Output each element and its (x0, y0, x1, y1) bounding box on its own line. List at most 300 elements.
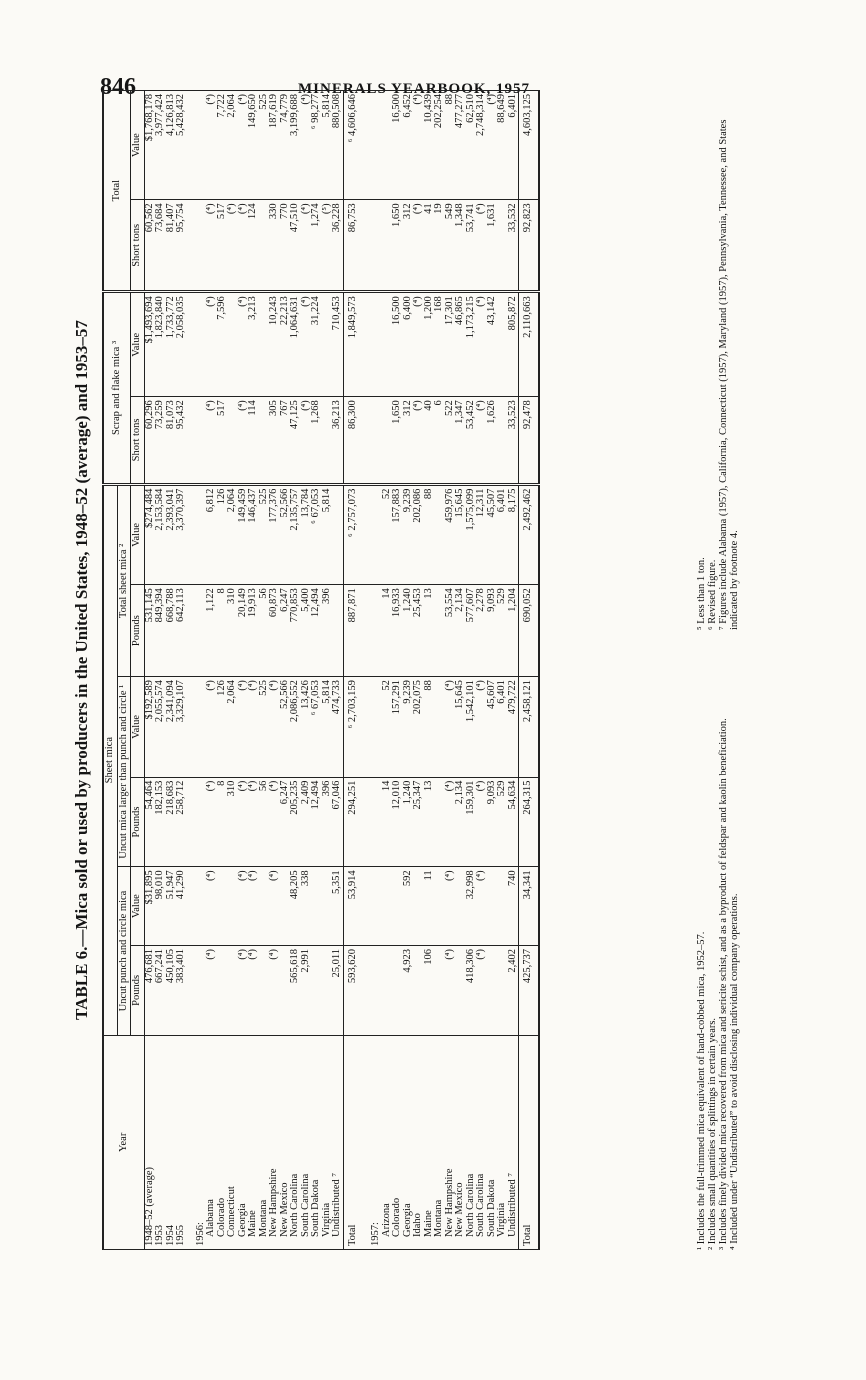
cell: 310 (227, 585, 238, 677)
cell: 86,300 (343, 397, 362, 484)
cell: 577,607 (466, 585, 477, 677)
row-label: South Carolina (476, 1035, 487, 1249)
table-row (322, 91, 333, 1250)
cell (371, 677, 382, 778)
cell: 2,458,121 (519, 677, 539, 778)
row-label: 1955 (176, 1035, 187, 1249)
col-uncut-punch: Uncut punch and circle mica (117, 867, 131, 1035)
cell: 1,274 (311, 200, 322, 292)
cell: 477,277 (455, 91, 466, 200)
spacer-cell (362, 91, 371, 200)
cell: 1,348 (455, 200, 466, 292)
cell: (⁴) (476, 397, 487, 484)
cell (497, 292, 508, 397)
cell: (⁴) (476, 292, 487, 397)
cell (196, 677, 207, 778)
cell (332, 585, 343, 677)
cell: 1,650 (392, 397, 403, 484)
cell: 305 (269, 397, 280, 484)
row-label: Undistributed ⁷ (332, 1035, 343, 1249)
table-row (166, 91, 177, 1250)
cell: 47,510 (290, 200, 301, 292)
table-row (466, 91, 477, 1250)
cell: 202,075 (413, 677, 424, 778)
cell: (⁴) (206, 292, 217, 397)
cell (227, 946, 238, 1036)
table-row (424, 91, 435, 1250)
cell: 8 (217, 777, 228, 867)
cell: 2,409 (301, 777, 312, 867)
cell: 6,401 (497, 484, 508, 585)
cell: (⁴) (476, 777, 487, 867)
cell: 149,650 (248, 91, 259, 200)
row-label: Idaho (413, 1035, 424, 1249)
cell: 525 (259, 677, 270, 778)
row-label: Total (343, 1035, 362, 1249)
cell (434, 777, 445, 867)
cell: 95,754 (176, 200, 187, 292)
cell: 41,290 (176, 867, 187, 946)
cell: 6,812 (206, 484, 217, 585)
row-label: New Mexico (280, 1035, 291, 1249)
cell: (⁴) (248, 777, 259, 867)
cell: 56 (259, 777, 270, 867)
footnote: ² Includes small quantities of splittings in certain years. (707, 1017, 718, 1250)
cell (332, 484, 343, 585)
table-body (144, 91, 539, 1250)
cell: (⁴) (248, 867, 259, 946)
cell: (⁴) (269, 867, 280, 946)
cell: (⁴) (238, 946, 249, 1036)
cell: 3,977,424 (155, 91, 166, 200)
cell: 2,748,314 (476, 91, 487, 200)
footnote: ³ Includes finely divided mica recovered from mica and sericite schist, and as a byproduct of feldspar and kaolin beneficiation. (718, 718, 729, 1250)
cell: ⁶ 67,053 (311, 677, 322, 778)
col-scrap-flake: Scrap and flake mica ³ (103, 292, 131, 484)
table-row (382, 91, 393, 1250)
cell: 54,634 (508, 777, 519, 867)
sub-value: Value (131, 677, 145, 778)
cell: 6,400 (403, 292, 414, 397)
sub-value: Value (131, 484, 145, 585)
cell: (⁴) (413, 397, 424, 484)
cell: 1,268 (311, 397, 322, 484)
cell: 2,055,574 (155, 677, 166, 778)
cell: ⁶ 67,053 (311, 484, 322, 585)
cell: $1,493,694 (144, 292, 155, 397)
spacer-cell (187, 677, 196, 778)
row-label: Total (519, 1035, 539, 1249)
cell: 73,259 (155, 397, 166, 484)
row-label: Virginia (322, 1035, 333, 1249)
cell: 517 (217, 397, 228, 484)
cell: ⁶ 4,606,646 (343, 91, 362, 200)
cell (434, 867, 445, 946)
cell: 2,402 (508, 946, 519, 1036)
sub-value: Value (131, 91, 145, 200)
cell: 98,010 (155, 867, 166, 946)
cell: 1,542,101 (466, 677, 477, 778)
table-title: TABLE 6.—Mica sold or used by producers in the United States, 1948–52 (average) and 1953–57 (72, 320, 91, 1020)
cell: 4,126,813 (166, 91, 177, 200)
cell: 6,247 (280, 777, 291, 867)
cell: 593,620 (343, 946, 362, 1036)
cell: 182,153 (155, 777, 166, 867)
row-label: Maine (248, 1035, 259, 1249)
cell: 36,213 (332, 397, 343, 484)
cell (196, 91, 207, 200)
cell: 338 (301, 867, 312, 946)
cell (371, 397, 382, 484)
cell: 2,064 (227, 91, 238, 200)
col-sheet-mica: Sheet mica (103, 484, 117, 1035)
cell (371, 292, 382, 397)
cell: 887,871 (343, 585, 362, 677)
cell: 565,618 (290, 946, 301, 1036)
spacer-cell (362, 585, 371, 677)
cell: (⁴) (206, 91, 217, 200)
cell: 126 (217, 484, 228, 585)
cell: 1,823,840 (155, 292, 166, 397)
cell: 1,575,099 (466, 484, 477, 585)
cell: 1,240 (403, 585, 414, 677)
cell: 48,205 (290, 867, 301, 946)
footnotes-right (696, 90, 740, 630)
cell: 312 (403, 397, 414, 484)
cell: (⁴) (227, 200, 238, 292)
cell: (⁴) (238, 91, 249, 200)
table-spacer-row (362, 91, 371, 1250)
cell: 25,453 (413, 585, 424, 677)
cell (455, 946, 466, 1036)
cell: 22,213 (280, 292, 291, 397)
cell: 2,086,552 (290, 677, 301, 778)
cell: 19,913 (248, 585, 259, 677)
table-row (280, 91, 291, 1250)
cell: (⁴) (413, 200, 424, 292)
row-label: New Hampshire (269, 1035, 280, 1249)
cell: 525 (259, 91, 270, 200)
cell: 12,494 (311, 777, 322, 867)
cell: 1,173,215 (466, 292, 477, 397)
sub-short-tons: Short tons (131, 397, 145, 484)
cell: 114 (248, 397, 259, 484)
cell: 3,199,688 (290, 91, 301, 200)
cell: 149,459 (238, 484, 249, 585)
cell: 33,532 (508, 200, 519, 292)
cell: (⁴) (269, 777, 280, 867)
cell: 2,058,035 (176, 292, 187, 397)
table-row (301, 91, 312, 1250)
cell (371, 777, 382, 867)
cell: (⁴) (476, 946, 487, 1036)
cell: 88,649 (497, 91, 508, 200)
cell: (⁴) (248, 677, 259, 778)
cell: 880,508 (332, 91, 343, 200)
cell: 2,991 (301, 946, 312, 1036)
sub-pounds: Pounds (131, 946, 145, 1036)
footnotes-left (696, 660, 740, 1250)
cell: 157,883 (392, 484, 403, 585)
cell: 46,865 (455, 292, 466, 397)
cell: 740 (508, 867, 519, 946)
col-total-sheet: Total sheet mica ² (117, 484, 131, 676)
cell: 52,566 (280, 484, 291, 585)
cell: (⁴) (269, 946, 280, 1036)
cell: 54,464 (144, 777, 155, 867)
cell: 12,010 (392, 777, 403, 867)
cell: 2,492,462 (519, 484, 539, 585)
running-head: MINERALS YEARBOOK, 1957 (298, 81, 531, 97)
cell (227, 397, 238, 484)
cell: 53,554 (445, 585, 456, 677)
cell: (⁴) (445, 867, 456, 946)
table-row (434, 91, 445, 1250)
cell: 53,452 (466, 397, 477, 484)
cell (311, 946, 322, 1036)
cell: (⁴) (413, 91, 424, 200)
cell: 770 (280, 200, 291, 292)
cell: 592 (403, 867, 414, 946)
cell: 13,426 (301, 677, 312, 778)
cell: 14 (382, 777, 393, 867)
cell (392, 867, 403, 946)
cell: 264,315 (519, 777, 539, 867)
cell (497, 867, 508, 946)
cell (497, 200, 508, 292)
cell: 1,122 (206, 585, 217, 677)
row-label: 1957: (371, 1035, 382, 1249)
cell: 2,153,584 (155, 484, 166, 585)
table-row (476, 91, 487, 1250)
cell: $31,895 (144, 867, 155, 946)
table-row (206, 91, 217, 1250)
cell: ⁶ 2,757,073 (343, 484, 362, 585)
cell (434, 677, 445, 778)
spacer-cell (362, 200, 371, 292)
cell: 476,681 (144, 946, 155, 1036)
table-row (311, 91, 322, 1250)
cell: 106 (424, 946, 435, 1036)
row-label: 1948–52 (average) (144, 1035, 155, 1249)
cell: 41 (424, 200, 435, 292)
table-row (497, 91, 508, 1250)
table-row (196, 91, 207, 1250)
cell: 459,976 (445, 484, 456, 585)
cell: 474,733 (332, 677, 343, 778)
cell: 2,110,663 (519, 292, 539, 397)
cell (371, 484, 382, 585)
cell: 31,224 (311, 292, 322, 397)
cell: 418,306 (466, 946, 477, 1036)
table-total-row (519, 91, 539, 1250)
cell (455, 867, 466, 946)
spacer-cell (187, 292, 196, 397)
cell: (⁴) (206, 867, 217, 946)
cell: 3,329,107 (176, 677, 187, 778)
cell: 13,784 (301, 484, 312, 585)
cell: 6,401 (497, 677, 508, 778)
table-row (238, 91, 249, 1250)
cell: 20,149 (238, 585, 249, 677)
cell: 88 (424, 484, 435, 585)
cell: (⁵) (322, 200, 333, 292)
spacer-cell (362, 292, 371, 397)
cell (434, 946, 445, 1036)
sub-short-tons: Short tons (131, 200, 145, 292)
cell: 310 (227, 777, 238, 867)
cell: 529 (497, 585, 508, 677)
cell: 6,401 (508, 91, 519, 200)
cell: (⁴) (476, 867, 487, 946)
cell: 13 (424, 777, 435, 867)
cell: 92,478 (519, 397, 539, 484)
row-label: Georgia (403, 1035, 414, 1249)
cell: 13 (424, 585, 435, 677)
cell: 1,064,631 (290, 292, 301, 397)
cell: 45,607 (487, 677, 498, 778)
cell: 60,562 (144, 200, 155, 292)
sub-pounds: Pounds (131, 585, 145, 677)
cell: 1,200 (424, 292, 435, 397)
cell: 33,523 (508, 397, 519, 484)
cell: 2,341,094 (166, 677, 177, 778)
cell: 67,046 (332, 777, 343, 867)
spacer-cell (187, 585, 196, 677)
cell: 15,645 (455, 677, 466, 778)
table-row (403, 91, 414, 1250)
row-label: North Carolina (290, 1035, 301, 1249)
cell: 6 (434, 397, 445, 484)
cell: 74,779 (280, 91, 291, 200)
cell: 1,849,573 (343, 292, 362, 397)
sub-value: Value (131, 867, 145, 946)
cell: 218,683 (166, 777, 177, 867)
table-row (269, 91, 280, 1250)
cell: 668,788 (166, 585, 177, 677)
cell: 6,247 (280, 585, 291, 677)
cell: 258,712 (176, 777, 187, 867)
cell (497, 397, 508, 484)
table-row (332, 91, 343, 1250)
cell: 2,278 (476, 585, 487, 677)
page-number: 846 (100, 74, 136, 100)
table-row (445, 91, 456, 1250)
cell (413, 946, 424, 1036)
table-row (259, 91, 270, 1250)
cell: 9,239 (403, 677, 414, 778)
cell: (⁴) (445, 677, 456, 778)
cell (371, 91, 382, 200)
spacer-cell (187, 946, 196, 1036)
cell: 805,872 (508, 292, 519, 397)
spacer-cell (187, 484, 196, 585)
cell: (⁴) (238, 292, 249, 397)
cell: 1,626 (487, 397, 498, 484)
cell: 10,243 (269, 292, 280, 397)
cell: 177,376 (269, 484, 280, 585)
cell: 2,393,041 (166, 484, 177, 585)
table-row (455, 91, 466, 1250)
cell: $274,484 (144, 484, 155, 585)
cell: $1,768,178 (144, 91, 155, 200)
cell: 2,134 (455, 585, 466, 677)
cell: 9,093 (487, 585, 498, 677)
cell: 1,240 (403, 777, 414, 867)
cell (487, 867, 498, 946)
row-label: Undistributed ⁷ (508, 1035, 519, 1249)
cell (227, 292, 238, 397)
table-row (392, 91, 403, 1250)
cell: 202,254 (434, 91, 445, 200)
cell: 88 (445, 91, 456, 200)
cell: 16,500 (392, 91, 403, 200)
cell: 187,619 (269, 91, 280, 200)
cell: 25,347 (413, 777, 424, 867)
cell: 1,204 (508, 585, 519, 677)
cell: (⁴) (476, 200, 487, 292)
cell: 52,566 (280, 677, 291, 778)
table-row (217, 91, 228, 1250)
cell: 6,452 (403, 91, 414, 200)
cell: 10,439 (424, 91, 435, 200)
table-spacer-row (187, 91, 196, 1250)
cell: 425,737 (519, 946, 539, 1036)
spacer-cell (362, 1035, 371, 1249)
cell: (⁴) (445, 946, 456, 1036)
cell: (⁴) (301, 397, 312, 484)
spacer-cell (187, 1035, 196, 1249)
cell: 396 (322, 585, 333, 677)
cell: 767 (280, 397, 291, 484)
cell: (⁴) (206, 200, 217, 292)
spacer-cell (362, 867, 371, 946)
cell: (⁴) (206, 946, 217, 1036)
cell: 2,064 (227, 484, 238, 585)
cell: (⁴) (248, 946, 259, 1036)
cell (497, 946, 508, 1036)
cell: $192,589 (144, 677, 155, 778)
row-label: North Carolina (466, 1035, 477, 1249)
row-label: Colorado (392, 1035, 403, 1249)
col-total: Total (103, 91, 131, 292)
cell: 45,507 (487, 484, 498, 585)
row-label: Colorado (217, 1035, 228, 1249)
col-uncut-larger: Uncut mica larger than punch and circle ¹ (117, 677, 131, 867)
cell (371, 946, 382, 1036)
cell: 124 (248, 200, 259, 292)
sub-pounds: Pounds (131, 777, 145, 867)
cell: 36,228 (332, 200, 343, 292)
cell: 15,645 (455, 484, 466, 585)
cell: 294,251 (343, 777, 362, 867)
cell: 92,823 (519, 200, 539, 292)
cell: 40 (424, 397, 435, 484)
cell: 8 (217, 585, 228, 677)
cell: 4,603,125 (519, 91, 539, 200)
cell (371, 200, 382, 292)
cell: 531,145 (144, 585, 155, 677)
cell: 383,401 (176, 946, 187, 1036)
footnote: ⁶ Revised figure. (707, 559, 718, 630)
cell (311, 867, 322, 946)
cell: (⁴) (206, 777, 217, 867)
footnote: ⁷ Figures include Alabama (1957), California, Connecticut (1957), Maryland (1957), Pennsylvania, Tennessee, and States indicated by footnote 4. (718, 119, 740, 630)
cell: 7,722 (217, 91, 228, 200)
spacer-cell (362, 484, 371, 585)
cell: 1,631 (487, 200, 498, 292)
mica-table (102, 90, 540, 1250)
